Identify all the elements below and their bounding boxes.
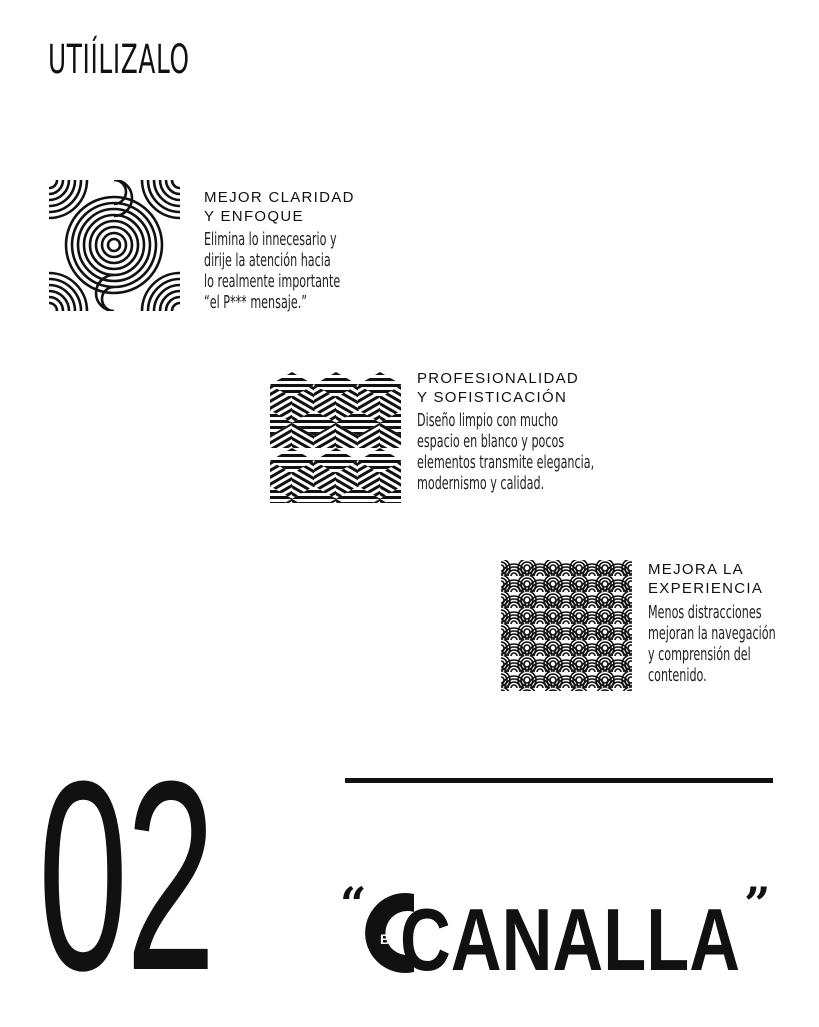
- feature-description: Diseño limpio con mucho espacio en blanco y pocos elementos transmite elegancia, modernismo y calidad.: [417, 410, 595, 494]
- section-number: 02: [38, 726, 214, 1027]
- divider: [345, 778, 773, 783]
- brand-by: BY: [380, 931, 400, 947]
- feature-title: MEJOR CLARIDAD Y ENFOQUE: [204, 189, 355, 225]
- scallop-waves-pattern-icon: [501, 560, 632, 691]
- concentric-arcs-pattern-icon: [49, 180, 180, 311]
- striped-cubes-pattern-icon: [270, 372, 401, 503]
- page-title: UTIÍLIZALO: [48, 37, 190, 83]
- open-quote: “: [340, 884, 367, 931]
- feature-title: PROFESIONALIDAD Y SOFISTICACIÓN: [417, 370, 580, 406]
- close-quote: ”: [744, 884, 770, 931]
- feature-title: MEJORA LA EXPERIENCIA: [648, 561, 764, 597]
- brand-logo: [340, 884, 770, 974]
- feature-description: Menos distracciones mejoran la navegación y comprensión del contenido.: [648, 602, 776, 686]
- brand-name: CANALLA: [400, 890, 740, 974]
- feature-description: Elimina lo innecesario y dirije la atención hacia lo realmente importante “el P*** mensaje.”: [204, 229, 341, 313]
